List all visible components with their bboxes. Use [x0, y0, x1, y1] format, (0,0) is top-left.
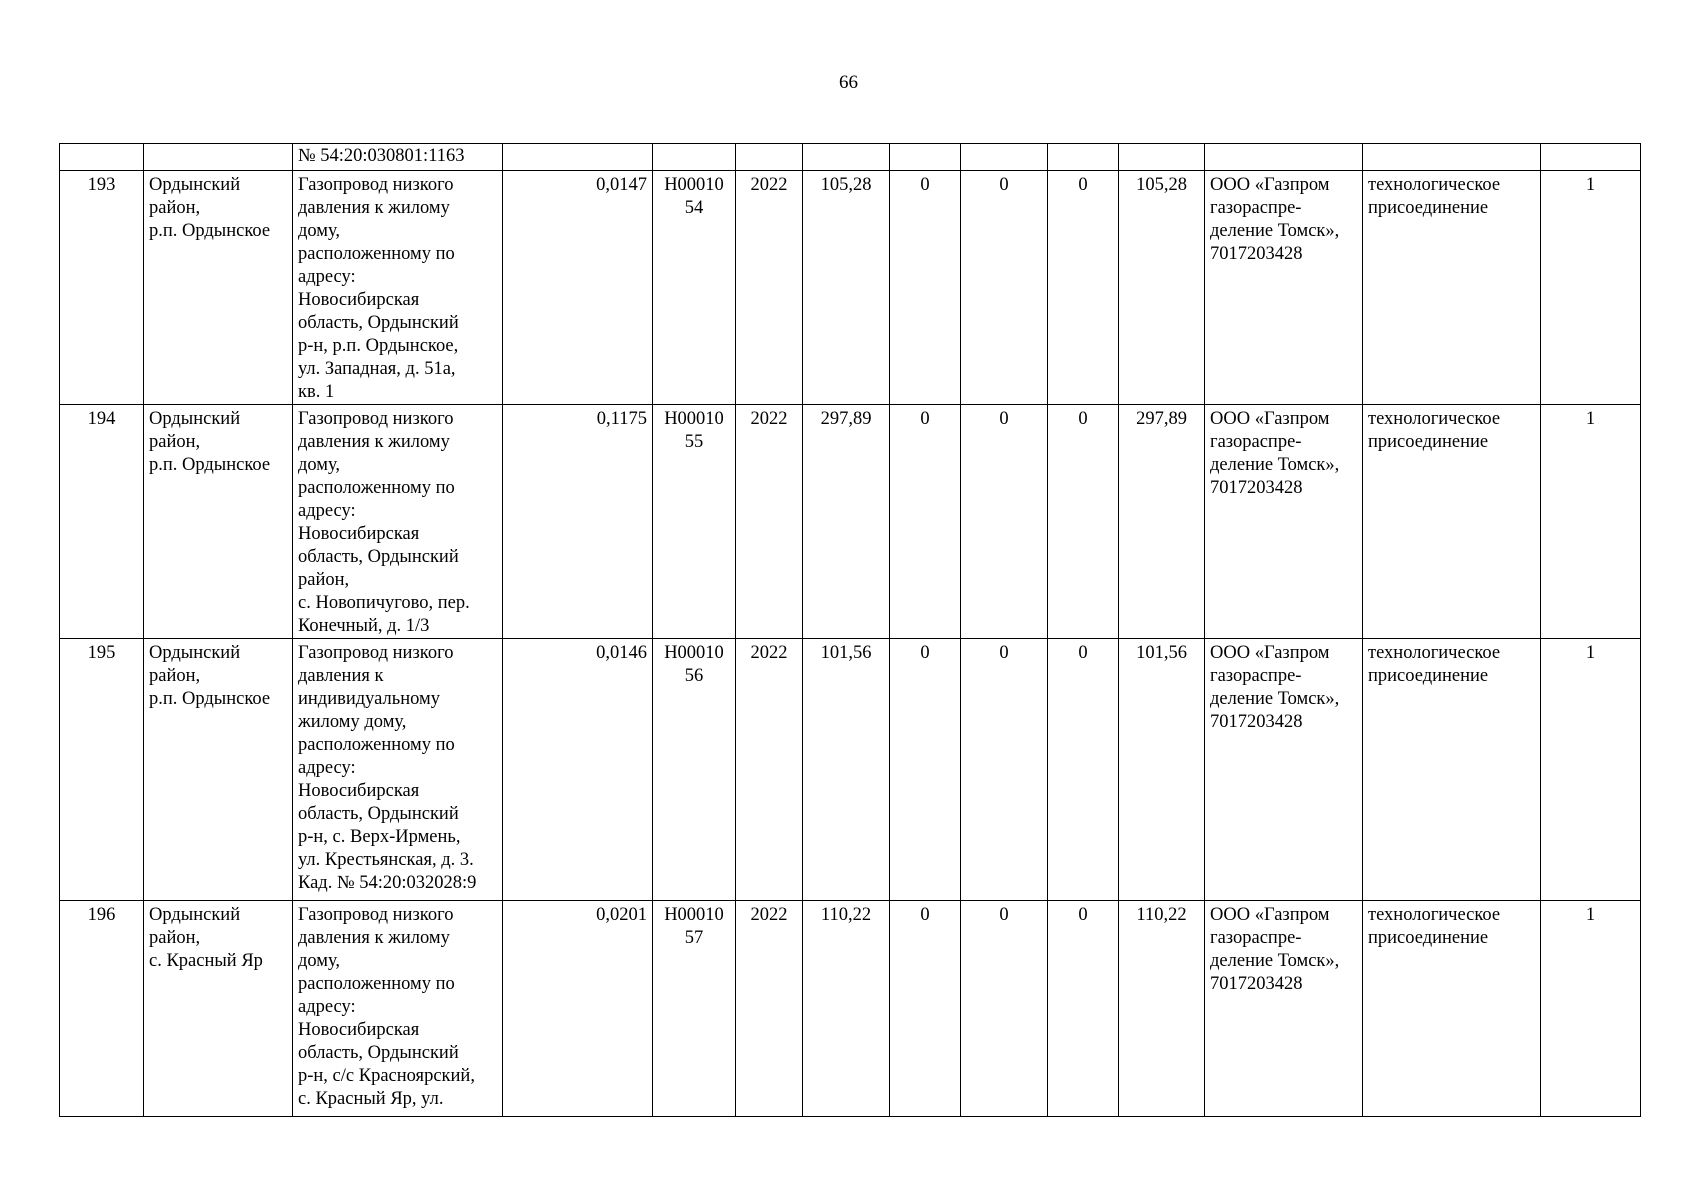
table-row: [60, 901, 1641, 1117]
page-number: 66: [839, 72, 858, 93]
cell-total: 110,22: [1119, 901, 1205, 1117]
cell-value: 0,0201: [503, 901, 653, 1117]
cell-purpose: технологическое присоединение: [1363, 171, 1541, 405]
cell-description: № 54:20:030801:1163: [293, 144, 503, 171]
cell-amount: 297,89: [803, 405, 890, 639]
cell-empty: [144, 144, 293, 171]
cell-amount: 105,28: [803, 171, 890, 405]
cell-year: 2022: [736, 405, 803, 639]
cell-total: 101,56: [1119, 639, 1205, 901]
cell-organization: ООО «Газпром газораспре- деление Томск», 7017203428: [1205, 171, 1363, 405]
cell-empty: [961, 144, 1048, 171]
cell-empty: [803, 144, 890, 171]
cell-description: Газопровод низкого давления к жилому дому, расположенному по адресу: Новосибирская область, Ордынский р-н, р.п. Ордынское, ул. Западная, д. 51а, кв. 1: [293, 171, 503, 405]
cell-zero: 0: [961, 901, 1048, 1117]
cell-empty: [890, 144, 961, 171]
cell-empty: [653, 144, 736, 171]
cell-empty: [1048, 144, 1119, 171]
registry-table: [59, 143, 1641, 1117]
cell-total: 105,28: [1119, 171, 1205, 405]
cell-location: Ордынский район, р.п. Ордынское: [144, 171, 293, 405]
cell-location: Ордынский район, р.п. Ордынское: [144, 639, 293, 901]
cell-number: 193: [60, 171, 144, 405]
cell-purpose: технологическое присоединение: [1363, 405, 1541, 639]
cell-purpose: технологическое присоединение: [1363, 901, 1541, 1117]
cell-quantity: 1: [1541, 405, 1641, 639]
cell-organization: ООО «Газпром газораспре- деление Томск», 7017203428: [1205, 639, 1363, 901]
cell-empty: [1205, 144, 1363, 171]
cell-zero: 0: [1048, 405, 1119, 639]
cell-empty: [1119, 144, 1205, 171]
cell-quantity: 1: [1541, 639, 1641, 901]
cell-year: 2022: [736, 171, 803, 405]
table-row-continuation: [60, 144, 1641, 171]
cell-value: 0,1175: [503, 405, 653, 639]
cell-year: 2022: [736, 901, 803, 1117]
cell-empty: [1541, 144, 1641, 171]
cell-empty: [1363, 144, 1541, 171]
cell-number: 194: [60, 405, 144, 639]
cell-number: 195: [60, 639, 144, 901]
cell-value: 0,0146: [503, 639, 653, 901]
cell-location: Ордынский район, с. Красный Яр: [144, 901, 293, 1117]
cell-zero: 0: [890, 171, 961, 405]
cell-zero: 0: [961, 639, 1048, 901]
cell-amount: 110,22: [803, 901, 890, 1117]
cell-empty: [503, 144, 653, 171]
cell-zero: 0: [1048, 639, 1119, 901]
cell-number: 196: [60, 901, 144, 1117]
cell-year: 2022: [736, 639, 803, 901]
cell-description: Газопровод низкого давления к индивидуальному жилому дому, расположенному по адресу: Новосибирская область, Ордынский р-н, с. Верх-Ирмень, ул. Крестьянская, д. 3. Кад. № 54:20:032028:9: [293, 639, 503, 901]
cell-empty: [736, 144, 803, 171]
table-row: [60, 171, 1641, 405]
cell-total: 297,89: [1119, 405, 1205, 639]
cell-quantity: 1: [1541, 171, 1641, 405]
cell-value: 0,0147: [503, 171, 653, 405]
cell-zero: 0: [890, 901, 961, 1117]
cell-zero: 0: [1048, 901, 1119, 1117]
cell-empty: [60, 144, 144, 171]
table-row: [60, 405, 1641, 639]
cell-zero: 0: [890, 639, 961, 901]
cell-code: Н00010 55: [653, 405, 736, 639]
cell-organization: ООО «Газпром газораспре- деление Томск», 7017203428: [1205, 405, 1363, 639]
cell-description: Газопровод низкого давления к жилому дому, расположенному по адресу: Новосибирская область, Ордынский р-н, с/с Красноярский, с. Красный Яр, ул.: [293, 901, 503, 1117]
table-row: [60, 639, 1641, 901]
cell-code: Н00010 56: [653, 639, 736, 901]
cell-location: Ордынский район, р.п. Ордынское: [144, 405, 293, 639]
cell-organization: ООО «Газпром газораспре- деление Томск», 7017203428: [1205, 901, 1363, 1117]
cell-code: Н00010 54: [653, 171, 736, 405]
cell-zero: 0: [1048, 171, 1119, 405]
cell-quantity: 1: [1541, 901, 1641, 1117]
cell-amount: 101,56: [803, 639, 890, 901]
cell-zero: 0: [961, 405, 1048, 639]
cell-zero: 0: [890, 405, 961, 639]
cell-zero: 0: [961, 171, 1048, 405]
cell-code: Н00010 57: [653, 901, 736, 1117]
cell-description: Газопровод низкого давления к жилому дому, расположенному по адресу: Новосибирская область, Ордынский район, с. Новопичугово, пер. Конечный, д. 1/3: [293, 405, 503, 639]
cell-purpose: технологическое присоединение: [1363, 639, 1541, 901]
